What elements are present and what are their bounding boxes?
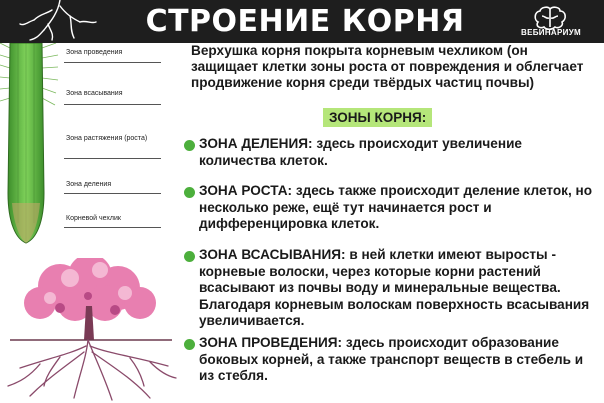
zone-name: ЗОНА РОСТА: — [199, 183, 293, 198]
diagram-label-division: Зона деления — [66, 181, 112, 188]
brand-name: ВЕБИНАРИУМ — [521, 28, 581, 37]
page-title: СТРОЕНИЕ КОРНЯ — [145, 4, 465, 39]
zone-description: здесь происходит образование боковых корней, а также транспорт веществ в стебель и из стебля. — [199, 335, 584, 383]
zone-description: в ней клетки имеют выросты - корневые волоски, через которые корни растений всасывают из почвы воду и минеральные вещества. Благодаря корневым волоскам поверхность всасывания увеличивается. — [199, 247, 590, 328]
zone-name: ЗОНА ВСАСЫВАНИЯ: — [199, 247, 346, 262]
zone-division — [184, 136, 599, 169]
zone-absorption — [184, 247, 599, 330]
diagram-label-root-cap: Корневой чехлик — [66, 215, 121, 222]
zone-name: ЗОНА ДЕЛЕНИЯ: — [199, 136, 313, 151]
tree-with-roots-illustration — [0, 258, 180, 403]
zone-name: ЗОНА ПРОВЕДЕНИЯ: — [199, 335, 343, 350]
diagram-label-conduction: Зона проведения — [66, 49, 123, 56]
zone-growth — [184, 183, 599, 233]
zones-heading: ЗОНЫ КОРНЯ: — [323, 108, 432, 127]
intro-text: Верхушка корня покрыта корневым чехликом (он защищает клетки зоны роста от повреждения и облегчает продвижение корня среди твёрдых частиц почвы) — [191, 43, 584, 90]
zone-conduction — [184, 335, 599, 385]
root-tip-illustration — [0, 43, 66, 245]
diagram-label-growth: Зона растяжения (роста) — [66, 135, 148, 142]
diagram-label-absorption: Зона всасывания — [66, 90, 123, 97]
roots-decoration — [0, 0, 130, 43]
zone-description: здесь происходит увеличение количества клеток. — [199, 136, 522, 168]
zone-description: здесь также происходит деление клеток, но несколько реже, ещё тут начинается рост и дифференцировка клеток. — [199, 183, 593, 231]
